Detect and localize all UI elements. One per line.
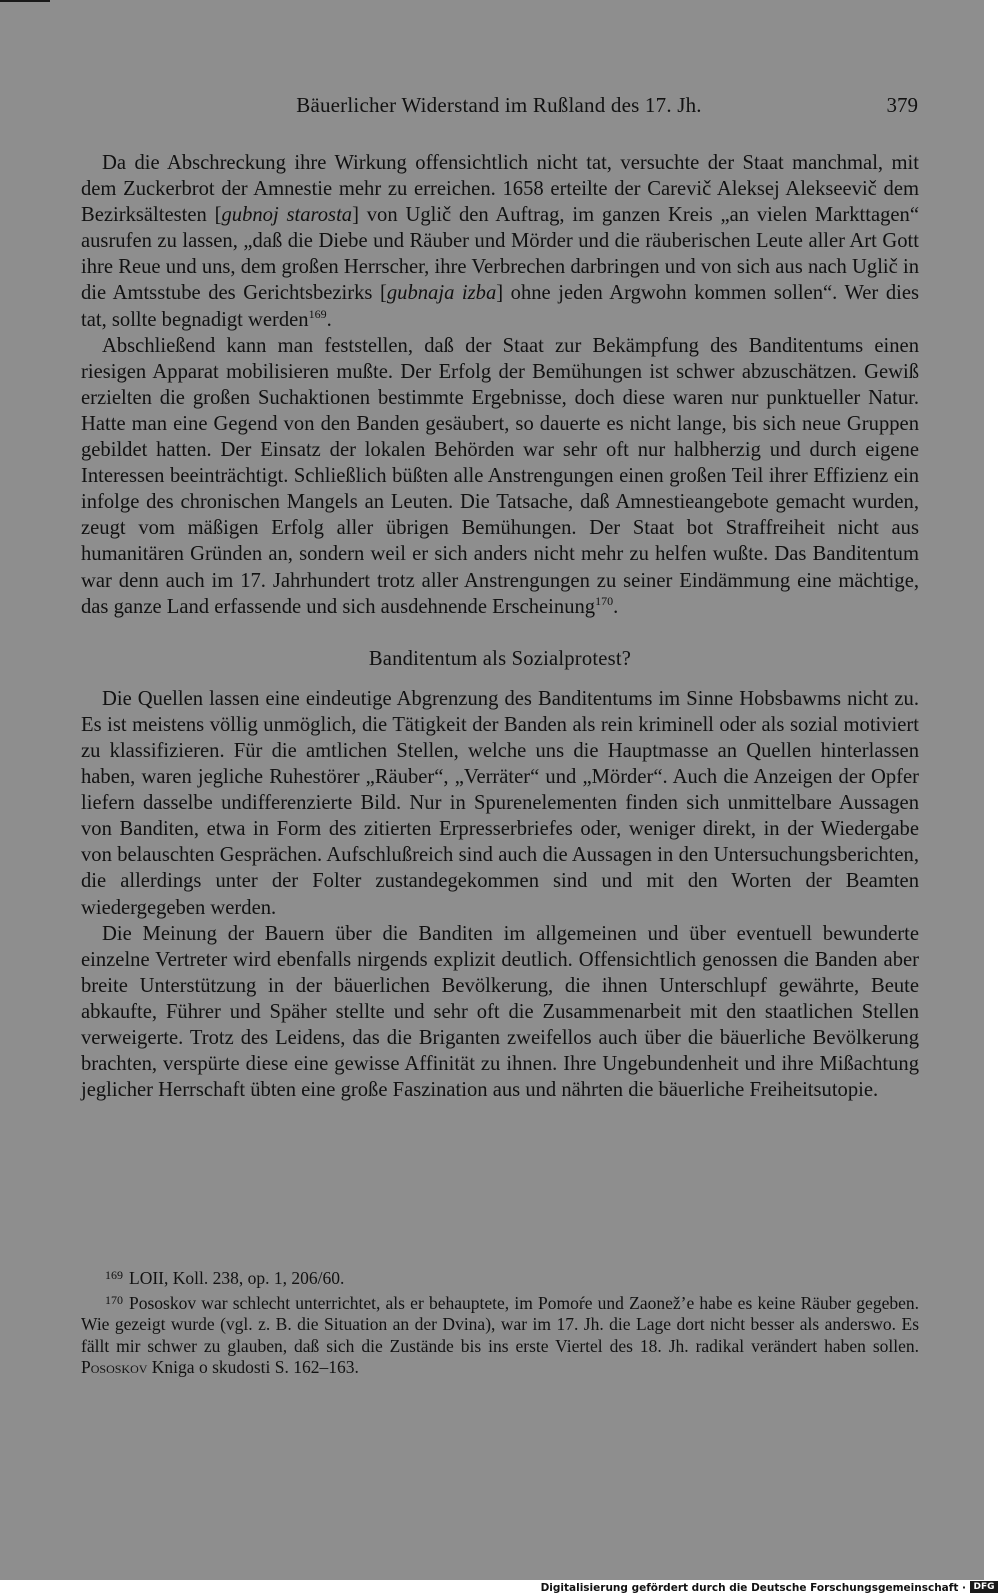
- text-run: Da die Abschreckung ihre Wirkung offensichtlich nicht tat, versuchte der Staat manchmal, mit dem Zuckerbrot der Amnestie mehr zu erreichen. 1658 erteilte der Carevič Aleksej Alekseevič dem Bezirksältesten [: [81, 152, 919, 227]
- section-heading: Banditentum als Sozialprotest?: [368, 647, 632, 670]
- author-name: Pososkov: [81, 1357, 148, 1377]
- section-body-paragraphs: [81, 686, 919, 1104]
- text-run: Abschließend kann man feststellen, daß der Staat zur Bekämpfung des Banditentums einen riesigen Apparat mobilisieren mußte. Der Erfolg der Bemühungen ist schwer abzuschätzen. Gewiß erzielten die großen Suchaktionen bestimmte Ergebnisse, doch diese waren nur punktueller Natur. Hatte man eine Gegend von den Banden gesäubert, so dauerte es nicht lange, bis sich neue Gruppen gebildet hatten. Der Einsatz der lokalen Behörden war sehr oft nur halbherzig und durch eigene Interessen beeinträchtigt. Schließlich büßten alle Anstrengungen einen großen Teil ihrer Effizienz ein infolge des chronischen Mangels an Leuten. Die Tatsache, daß Amnestieangebote gemacht wurden, zeugt vom mäßigen Erfolg aller übrigen Bemühungen. Der Staat bot Straffreiheit nicht aus humanitären Gründen an, sondern weil er sich anders nicht mehr zu helfen wußte. Das Banditentum war denn auch im 17. Jahrhundert trotz aller Anstrengungen zu seiner Eindämmung eine mächtige, das ganze Land erfassende und sich ausdehnende Erscheinung: [81, 334, 919, 618]
- footnote-reference: 170: [595, 593, 614, 608]
- footnote-number: 170: [105, 1292, 123, 1307]
- digitization-credit: Digitalisierung gefördert durch die Deutsche Forschungsgemeinschaft ·: [540, 1582, 966, 1594]
- text-run: ] ohne jeden Argwohn kommen sollen“. Wer dies tat, sollte begnadigt werden: [81, 282, 919, 331]
- page-number: 379: [886, 93, 918, 117]
- section-intro-paragraphs: [81, 150, 919, 620]
- main-text: [81, 150, 919, 1103]
- text-run: LOII, Koll. 238, op. 1, 206/60.: [129, 1268, 345, 1288]
- footnote: [81, 1265, 919, 1290]
- text-run: Pososkov war schlecht unterrichtet, als er behauptete, im Pomoŕe und Zaonež’e habe es keine Räuber gegeben. Wie gezeigt wurde (vgl. z. B. die Situation an der Dvina), war im 17. Jh. die Lage dort nicht besser als anderswo. Es fällt mir schwer zu glauben, daß sich die Zustände bis ins erste Viertel des 18. Jh. radikal verändert haben sollen.: [81, 1292, 919, 1356]
- running-head: [80, 93, 918, 123]
- italic-term: gubnoj starosta: [221, 204, 353, 227]
- footnote-reference: 169: [308, 306, 327, 321]
- text-run: Kniga o skudosti S. 162–163.: [147, 1357, 359, 1377]
- footnote-number: 169: [105, 1268, 123, 1282]
- paragraph: [81, 686, 919, 921]
- dfg-logo: DFG: [970, 1581, 998, 1593]
- text-run: Die Meinung der Bauern über die Banditen im allgemeinen und über eventuell bewunderte einzelne Vertreter wird ebenfalls nirgends explizit deutlich. Offensichtlich genossen die Banden aber breite Unterstützung in der bäuerlichen Bevölkerung, die ihnen Unterschlupf gewährte, Beute abkaufte, Führer und Späher stellte und sehr oft die Zusammenarbeit mit den staatlichen Stellen verweigerte. Trotz des Leidens, das die Briganten zweifellos auch über die bäuerliche Bevölkerung brachten, verspürte diese eine gewisse Affinität zu ihnen. Ihre Ungebundenheit und ihre Mißachtung jeglicher Herrschaft übten eine große Faszination aus und nährten die bäuerliche Freiheitsutopie.: [81, 922, 919, 1102]
- text-run: ] von Uglič den Auftrag, im ganzen Kreis „an vielen Markttagen“ ausrufen zu lassen, „daß die Diebe und Räuber und Mörder und die räuberischen Leute aller Art Gott ihre Reue und uns, dem großen Herrscher, ihre Verbrechen darbringen und von sich aus nach Uglič in die Amtsstube des Gerichtsbezirks [: [81, 204, 919, 305]
- italic-term: gubnaja izba: [386, 282, 497, 305]
- text-run: .: [326, 308, 332, 331]
- scan-corner-mark: [0, 0, 50, 2]
- text-run: Die Quellen lassen eine eindeutige Abgrenzung des Banditentums im Sinne Hobsbawms nicht zu. Es ist meistens völlig unmöglich, die Tätigkeit der Banden als rein kriminell oder als sozial motiviert zu klassifizieren. Für die amtlichen Stellen, welche uns die Hauptmasse an Quellen hinterlassen haben, waren jegliche Ruhestörer „Räuber“, „Verräter“ und „Mörder“. Auch die Anzeigen der Opfer liefern dasselbe undifferenzierte Bild. Nur in Spurenelementen finden sich unmittelbare Aussagen von Banditen, etwa in Form des zitierten Erpresserbriefes oder, weniger direkt, in der Wiedergabe von belauschten Gesprächen. Aufschlußreich sind auch die Aussagen in den Untersuchungsberichten, die allerdings unter der Folter zustandegekommen sind und mit den Worten der Beamten wiedergegeben werden.: [81, 687, 919, 919]
- paragraph: [81, 921, 919, 1104]
- text-run: .: [613, 595, 619, 618]
- running-head-title: Bäuerlicher Widerstand im Rußland des 17. Jh.: [296, 93, 702, 117]
- footnotes: [81, 1265, 919, 1379]
- paragraph: [81, 333, 919, 620]
- footnote: [81, 1290, 919, 1379]
- paragraph: [81, 150, 919, 333]
